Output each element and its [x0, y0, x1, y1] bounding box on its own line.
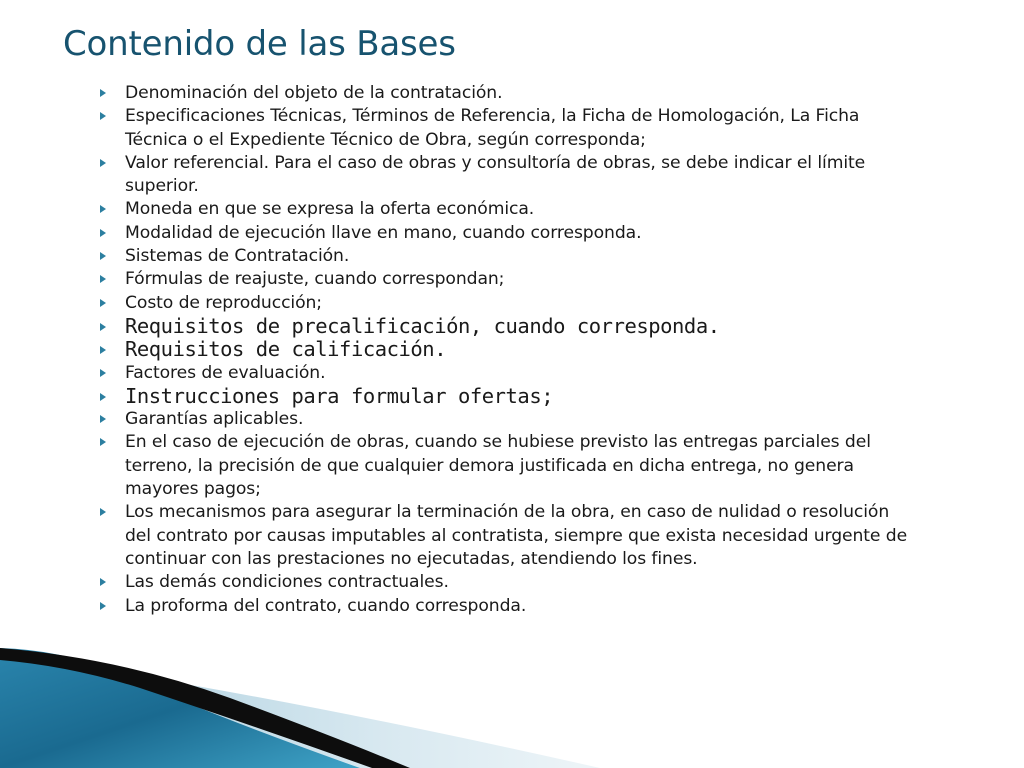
triangle-bullet-icon — [100, 602, 106, 610]
triangle-bullet-icon — [100, 205, 106, 213]
bullet-text: Modalidad de ejecución llave en mano, cuando corresponda. — [125, 222, 642, 243]
bullet-text: Factores de evaluación. — [125, 362, 326, 383]
triangle-bullet-icon — [100, 323, 106, 331]
bullet-text: Costo de reproducción; — [125, 292, 322, 313]
bullet-item — [100, 152, 912, 199]
triangle-bullet-icon — [100, 229, 106, 237]
bullet-text: Denominación del objeto de la contratación. — [125, 83, 503, 103]
bullet-text: Moneda en que se expresa la oferta económica. — [125, 199, 535, 220]
bullet-text: Requisitos de calificación. — [125, 337, 447, 362]
triangle-bullet-icon — [100, 393, 106, 401]
bullet-item — [100, 82, 912, 105]
bullet-text: Sistemas de Contratación. — [125, 246, 350, 267]
bullet-item — [100, 222, 912, 245]
bullet-item — [100, 105, 912, 152]
bullet-item — [100, 292, 912, 315]
triangle-bullet-icon — [100, 346, 106, 354]
bullet-item — [100, 595, 912, 618]
triangle-bullet-icon — [100, 89, 106, 97]
triangle-bullet-icon — [100, 415, 106, 423]
bullet-item — [100, 385, 912, 408]
triangle-bullet-icon — [100, 578, 106, 586]
bullet-list — [100, 82, 912, 618]
bullet-text: La proforma del contrato, cuando corresponda. — [125, 595, 527, 616]
bullet-text: Requisitos de precalificación, cuando corresponda. — [125, 313, 720, 338]
decorative-corner-swoosh — [0, 640, 1024, 768]
triangle-bullet-icon — [100, 252, 106, 260]
bullet-item — [100, 501, 912, 571]
triangle-bullet-icon — [100, 438, 106, 446]
bullet-item — [100, 245, 912, 268]
bullet-text: Fórmulas de reajuste, cuando correspondan; — [125, 269, 505, 290]
bullet-item — [100, 268, 912, 291]
triangle-bullet-icon — [100, 508, 106, 516]
slide-title: Contenido de las Bases — [63, 24, 456, 64]
bullet-text: Valor referencial. Para el caso de obras y consultoría de obras, se debe indicar el límite superior. — [125, 152, 866, 197]
bullet-text: Garantías aplicables. — [125, 409, 304, 430]
bullet-text: En el caso de ejecución de obras, cuando se hubiese previsto las entregas parciales del terreno, la precisión de que cualquier demora justificada en dicha entrega, no genera mayores pagos; — [125, 432, 871, 500]
bullet-text: Instrucciones para formular ofertas; — [125, 383, 554, 408]
bullet-item — [100, 571, 912, 594]
bullet-text: Especificaciones Técnicas, Términos de Referencia, la Ficha de Homologación, La Ficha Técnica o el Expediente Técnico de Obra, según corresponda; — [125, 106, 860, 150]
bullet-item — [100, 408, 912, 431]
bullet-item — [100, 338, 912, 361]
bullet-item — [100, 362, 912, 385]
bullet-text: Las demás condiciones contractuales. — [125, 572, 449, 593]
bullet-item — [100, 198, 912, 221]
bullet-text: Los mecanismos para asegurar la terminación de la obra, en caso de nulidad o resolución del contrato por causas imputables al contratista, siempre que exista necesidad urgente de continuar con las prestaciones no ejecutadas, atendiendo los fines. — [125, 502, 908, 569]
bullet-item — [100, 431, 912, 501]
triangle-bullet-icon — [100, 112, 106, 120]
triangle-bullet-icon — [100, 369, 106, 377]
triangle-bullet-icon — [100, 159, 106, 167]
triangle-bullet-icon — [100, 275, 106, 283]
bullet-item — [100, 315, 912, 338]
triangle-bullet-icon — [100, 299, 106, 307]
